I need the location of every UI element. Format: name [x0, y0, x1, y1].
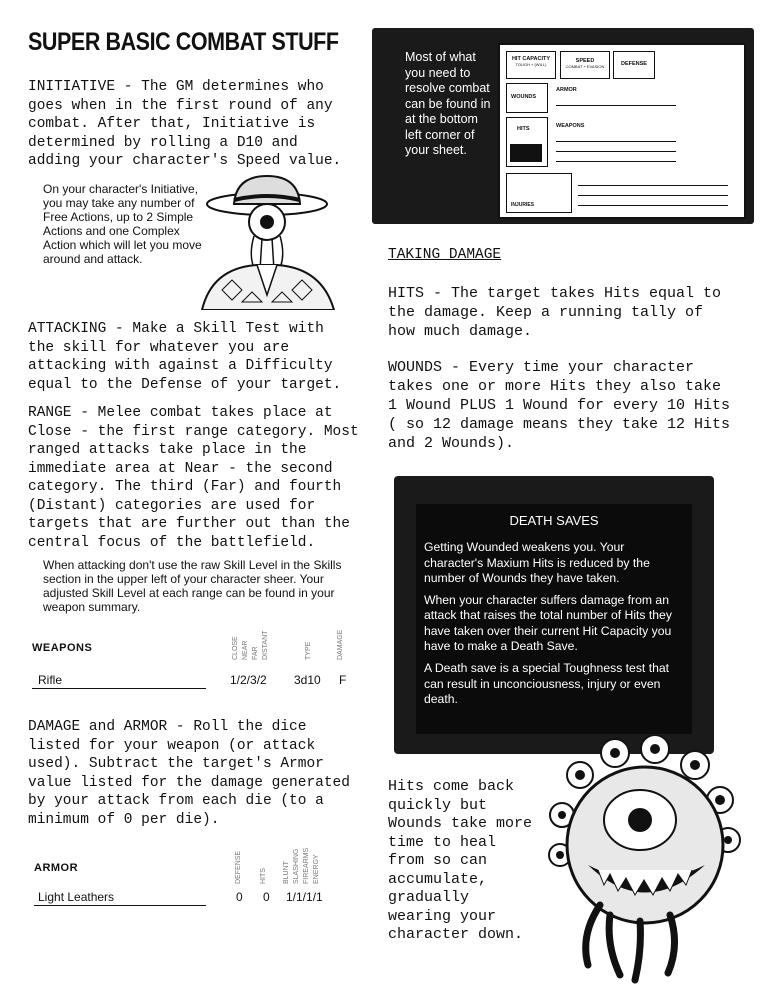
death-saves-p3: A Death save is a special Toughness test that can result in unconciousness, injury or even death. [424, 661, 670, 706]
death-saves-p1: Getting Wounded weakens you. Your character's Maxium Hits is reduced by the number of Wounds they have taken. [424, 540, 650, 585]
weapon-ranges: 1/2/3/2 [230, 673, 267, 687]
wounds-label: WOUNDS [511, 94, 537, 100]
col-hits: HITS [260, 868, 267, 884]
attacking-paragraph: ATTACKING - Make a Skill Test with the skill for whatever you are attacking with against a Difficulty equal to the Defense of your target. [28, 321, 342, 393]
armor-name: Light Leathers [38, 890, 115, 904]
weapons-table-heading: WEAPONS [32, 642, 93, 654]
col-far: FAR [252, 646, 259, 660]
weapons-table [28, 618, 358, 690]
weapon-name: Rifle [38, 673, 63, 687]
eyeball-cowboy-illustration [172, 170, 362, 310]
death-saves-heading: DEATH SAVES [509, 513, 599, 528]
col-firearms: FIREARMS [303, 847, 310, 884]
death-saves-p2: When your character suffers damage from an attack that raises the total number of Hits they have taken over their current Hit Capacity you have to make a Death Save. [424, 593, 672, 654]
armor-table [28, 842, 358, 912]
eyeball-monster-illustration [540, 735, 745, 985]
death-saves-frame [394, 476, 714, 754]
page-title: SUPER BASIC COMBAT STUFF [28, 28, 339, 56]
weapon-damage: F [339, 673, 347, 687]
col-close: CLOSE [232, 636, 239, 660]
hits-paragraph: HITS - The target takes Hits equal to the damage. Keep a running tally of how much damage. [388, 285, 722, 340]
sheet-callout [372, 28, 754, 224]
initiative-paragraph: INITIATIVE - The GM determines who goes when in the first round of any combat. After that, Initiative is determined by rolling a D10 and adding your character's Speed value. [28, 79, 342, 169]
armor-values: 1/1/1/1 [286, 890, 323, 904]
col-energy: ENERGY [313, 854, 320, 884]
weapon-underline [32, 688, 206, 689]
sheet-callout-text: Most of what you need to resolve combat can be found in at the bottom left corner of your sheet. [405, 50, 491, 157]
weapons-label: WEAPONS [556, 123, 585, 129]
initiative-note: On your character's Initiative, you may take any number of Free Actions, up to 2 Simple Actions and one Complex Action which will let you move around and attack. [43, 182, 202, 266]
hit-capacity-label: HIT CAPACITY [511, 56, 551, 62]
col-slashing: SLASHING [293, 848, 300, 884]
range-paragraph: RANGE - Melee combat takes place at Close - the first range category. Most ranged attacks take place in the immediate area at Near - the second category. The third (Far) and fourth (Distant) categories are used for targets that are further out than the central focus of the battlefield. [28, 405, 359, 551]
col-defense: DEFENSE [235, 850, 242, 884]
defense-label: DEFENSE [621, 61, 647, 67]
injuries-label: INJURIES [511, 202, 535, 208]
wounds-paragraph: WOUNDS - Every time your character takes one or more Hits they also take 1 Wound PLUS 1 Wound for every 10 Hits ( so 12 damage means they take 12 Hits and 2 Wounds). [388, 359, 731, 452]
hits-label: HITS [517, 126, 530, 132]
range-note: When attacking don't use the raw Skill Level in the Skills section in the upper left of your character sheer. Your adjusted Skill Level at each range can be found in your weapon summary. [43, 558, 342, 614]
col-damage: DAMAGE [337, 629, 344, 660]
armor-defense: 0 [236, 890, 243, 904]
armor-table-heading: ARMOR [34, 862, 79, 874]
col-blunt: BLUNT [283, 861, 290, 884]
armor-hits: 0 [263, 890, 270, 904]
armor-underline [34, 905, 206, 906]
speed-label: SPEED [575, 58, 595, 64]
col-near: NEAR [242, 640, 249, 660]
taking-damage-heading: TAKING DAMAGE [388, 247, 502, 263]
armor-label: ARMOR [556, 87, 577, 93]
col-type: TYPE [305, 641, 312, 660]
weapon-type: 3d10 [294, 673, 321, 687]
col-distant: DISTANT [262, 630, 269, 660]
sheet-excerpt: HIT CAPACITY TOUGH + (WILL) SPEED COMBAT + EVASION DEFENSE WOUNDS HITS ARMOR WEAPONS INJURIES [498, 43, 746, 219]
death-saves-box [416, 504, 692, 734]
hits-come-back-text: Hits come back quickly but Wounds take more time to heal from so can accumulate, gradually wearing your character down. [388, 778, 533, 943]
damage-armor-paragraph: DAMAGE and ARMOR - Roll the dice listed for your weapon (or attack used). Subtract the target's Armor value listed for the damage generated by your attack from each die (to a minimum of 0 per die). [28, 719, 350, 828]
